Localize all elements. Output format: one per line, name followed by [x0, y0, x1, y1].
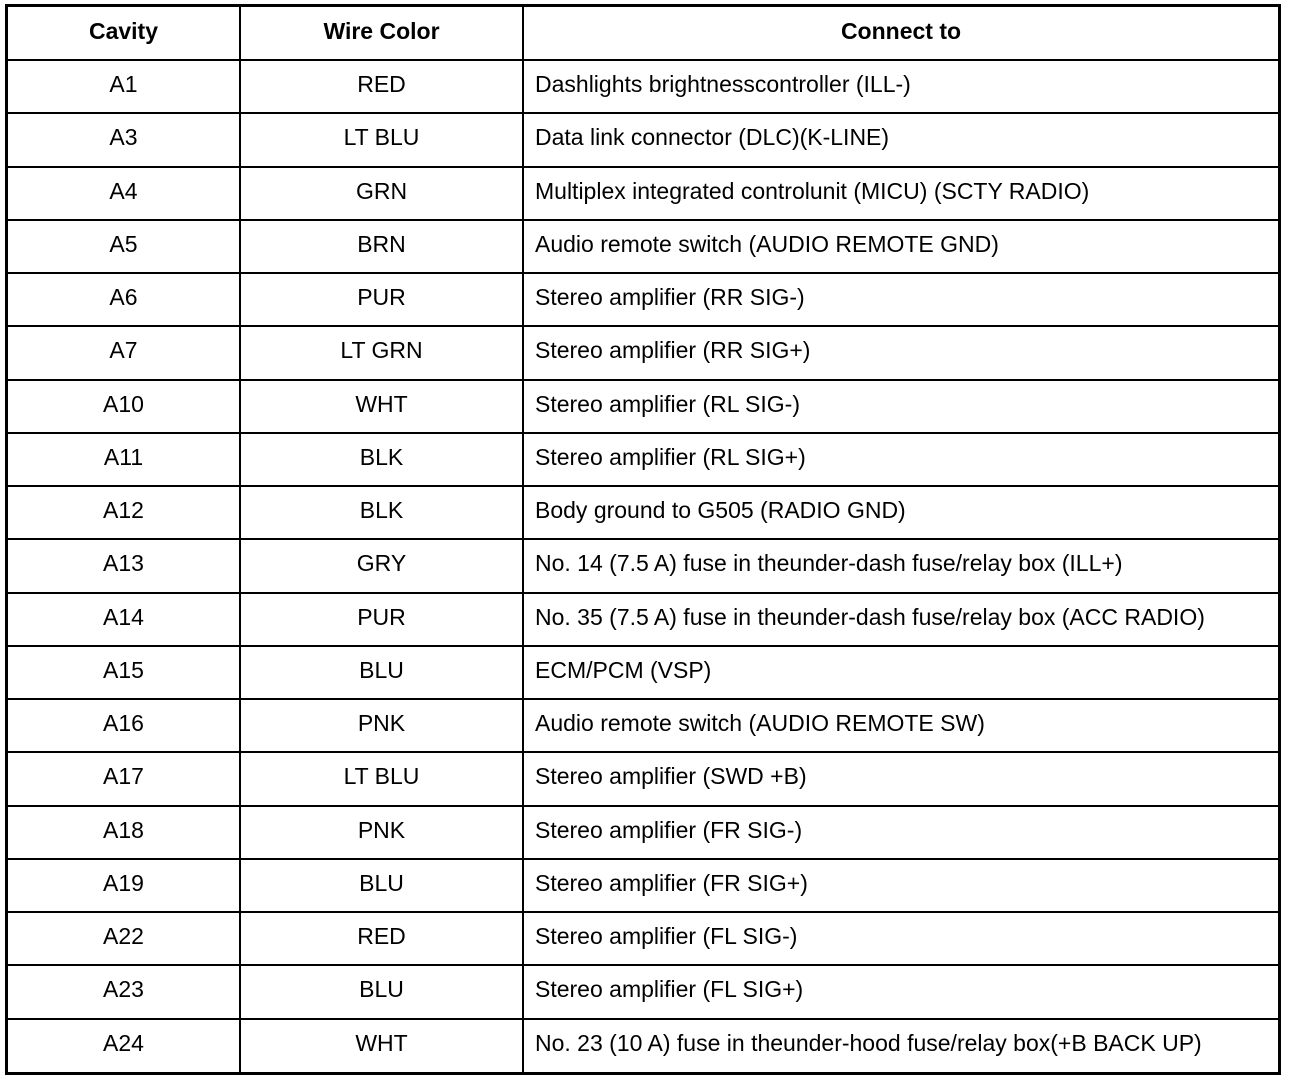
header-cavity: Cavity	[8, 7, 240, 60]
connect-to-cell: Stereo amplifier (FR SIG-)	[523, 806, 1278, 859]
connect-to-cell: Stereo amplifier (RR SIG-)	[523, 273, 1278, 326]
connect-to-cell: Multiplex integrated controlunit (MICU) (SCTY RADIO)	[523, 167, 1278, 220]
connect-to-cell: Dashlights brightnesscontroller (ILL-)	[523, 60, 1278, 113]
wire-color-cell: PUR	[240, 273, 523, 326]
wire-color-cell: WHT	[240, 380, 523, 433]
connect-to-cell: Audio remote switch (AUDIO REMOTE SW)	[523, 699, 1278, 752]
connector-table-frame	[5, 4, 1281, 1075]
cavity-cell: A16	[8, 699, 240, 752]
cavity-cell: A4	[8, 167, 240, 220]
cavity-cell: A13	[8, 539, 240, 592]
connect-to-cell: No. 14 (7.5 A) fuse in theunder-dash fuse/relay box (ILL+)	[523, 539, 1278, 592]
cavity-cell: A19	[8, 859, 240, 912]
table-row	[8, 273, 1278, 326]
table-row	[8, 752, 1278, 805]
table-row	[8, 433, 1278, 486]
wire-color-cell: PUR	[240, 593, 523, 646]
table-header-row	[8, 7, 1278, 60]
connect-to-cell: ECM/PCM (VSP)	[523, 646, 1278, 699]
wire-color-cell: GRY	[240, 539, 523, 592]
wire-color-cell: RED	[240, 912, 523, 965]
wire-color-cell: BLU	[240, 646, 523, 699]
table-row	[8, 220, 1278, 273]
connect-to-cell: Stereo amplifier (RR SIG+)	[523, 326, 1278, 379]
table-row	[8, 912, 1278, 965]
wire-color-cell: WHT	[240, 1019, 523, 1073]
wire-color-cell: BLK	[240, 486, 523, 539]
table-row	[8, 859, 1278, 912]
cavity-cell: A24	[8, 1019, 240, 1073]
cavity-cell: A11	[8, 433, 240, 486]
table-row	[8, 60, 1278, 113]
table-row	[8, 113, 1278, 166]
table-row	[8, 539, 1278, 592]
connector-pinout-table	[8, 7, 1278, 1072]
table-row	[8, 486, 1278, 539]
connect-to-cell: Stereo amplifier (RL SIG-)	[523, 380, 1278, 433]
cavity-cell: A18	[8, 806, 240, 859]
table-row	[8, 167, 1278, 220]
connect-to-cell: Stereo amplifier (FR SIG+)	[523, 859, 1278, 912]
wire-color-cell: PNK	[240, 806, 523, 859]
table-row	[8, 806, 1278, 859]
cavity-cell: A15	[8, 646, 240, 699]
table-row	[8, 1019, 1278, 1073]
cavity-cell: A17	[8, 752, 240, 805]
connect-to-cell: Stereo amplifier (RL SIG+)	[523, 433, 1278, 486]
cavity-cell: A3	[8, 113, 240, 166]
cavity-cell: A14	[8, 593, 240, 646]
connect-to-cell: Body ground to G505 (RADIO GND)	[523, 486, 1278, 539]
cavity-cell: A22	[8, 912, 240, 965]
table-row	[8, 326, 1278, 379]
connect-to-cell: No. 35 (7.5 A) fuse in theunder-dash fuse/relay box (ACC RADIO)	[523, 593, 1278, 646]
cavity-cell: A12	[8, 486, 240, 539]
table-row	[8, 699, 1278, 752]
header-connect-to: Connect to	[523, 7, 1278, 60]
connect-to-cell: Data link connector (DLC)(K-LINE)	[523, 113, 1278, 166]
cavity-cell: A7	[8, 326, 240, 379]
wire-color-cell: BRN	[240, 220, 523, 273]
wire-color-cell: BLU	[240, 859, 523, 912]
cavity-cell: A1	[8, 60, 240, 113]
cavity-cell: A23	[8, 965, 240, 1018]
wire-color-cell: BLU	[240, 965, 523, 1018]
header-wire-color: Wire Color	[240, 7, 523, 60]
wire-color-cell: LT GRN	[240, 326, 523, 379]
wire-color-cell: LT BLU	[240, 752, 523, 805]
connect-to-cell: Stereo amplifier (FL SIG-)	[523, 912, 1278, 965]
connect-to-cell: Audio remote switch (AUDIO REMOTE GND)	[523, 220, 1278, 273]
table-row	[8, 646, 1278, 699]
wire-color-cell: RED	[240, 60, 523, 113]
wire-color-cell: PNK	[240, 699, 523, 752]
table-row	[8, 380, 1278, 433]
wire-color-cell: GRN	[240, 167, 523, 220]
connect-to-cell: Stereo amplifier (SWD +B)	[523, 752, 1278, 805]
cavity-cell: A10	[8, 380, 240, 433]
cavity-cell: A6	[8, 273, 240, 326]
cavity-cell: A5	[8, 220, 240, 273]
connect-to-cell: Stereo amplifier (FL SIG+)	[523, 965, 1278, 1018]
connect-to-cell: No. 23 (10 A) fuse in theunder-hood fuse/relay box(+B BACK UP)	[523, 1019, 1278, 1073]
table-row	[8, 593, 1278, 646]
wire-color-cell: LT BLU	[240, 113, 523, 166]
wire-color-cell: BLK	[240, 433, 523, 486]
table-body	[8, 60, 1278, 1072]
table-row	[8, 965, 1278, 1018]
